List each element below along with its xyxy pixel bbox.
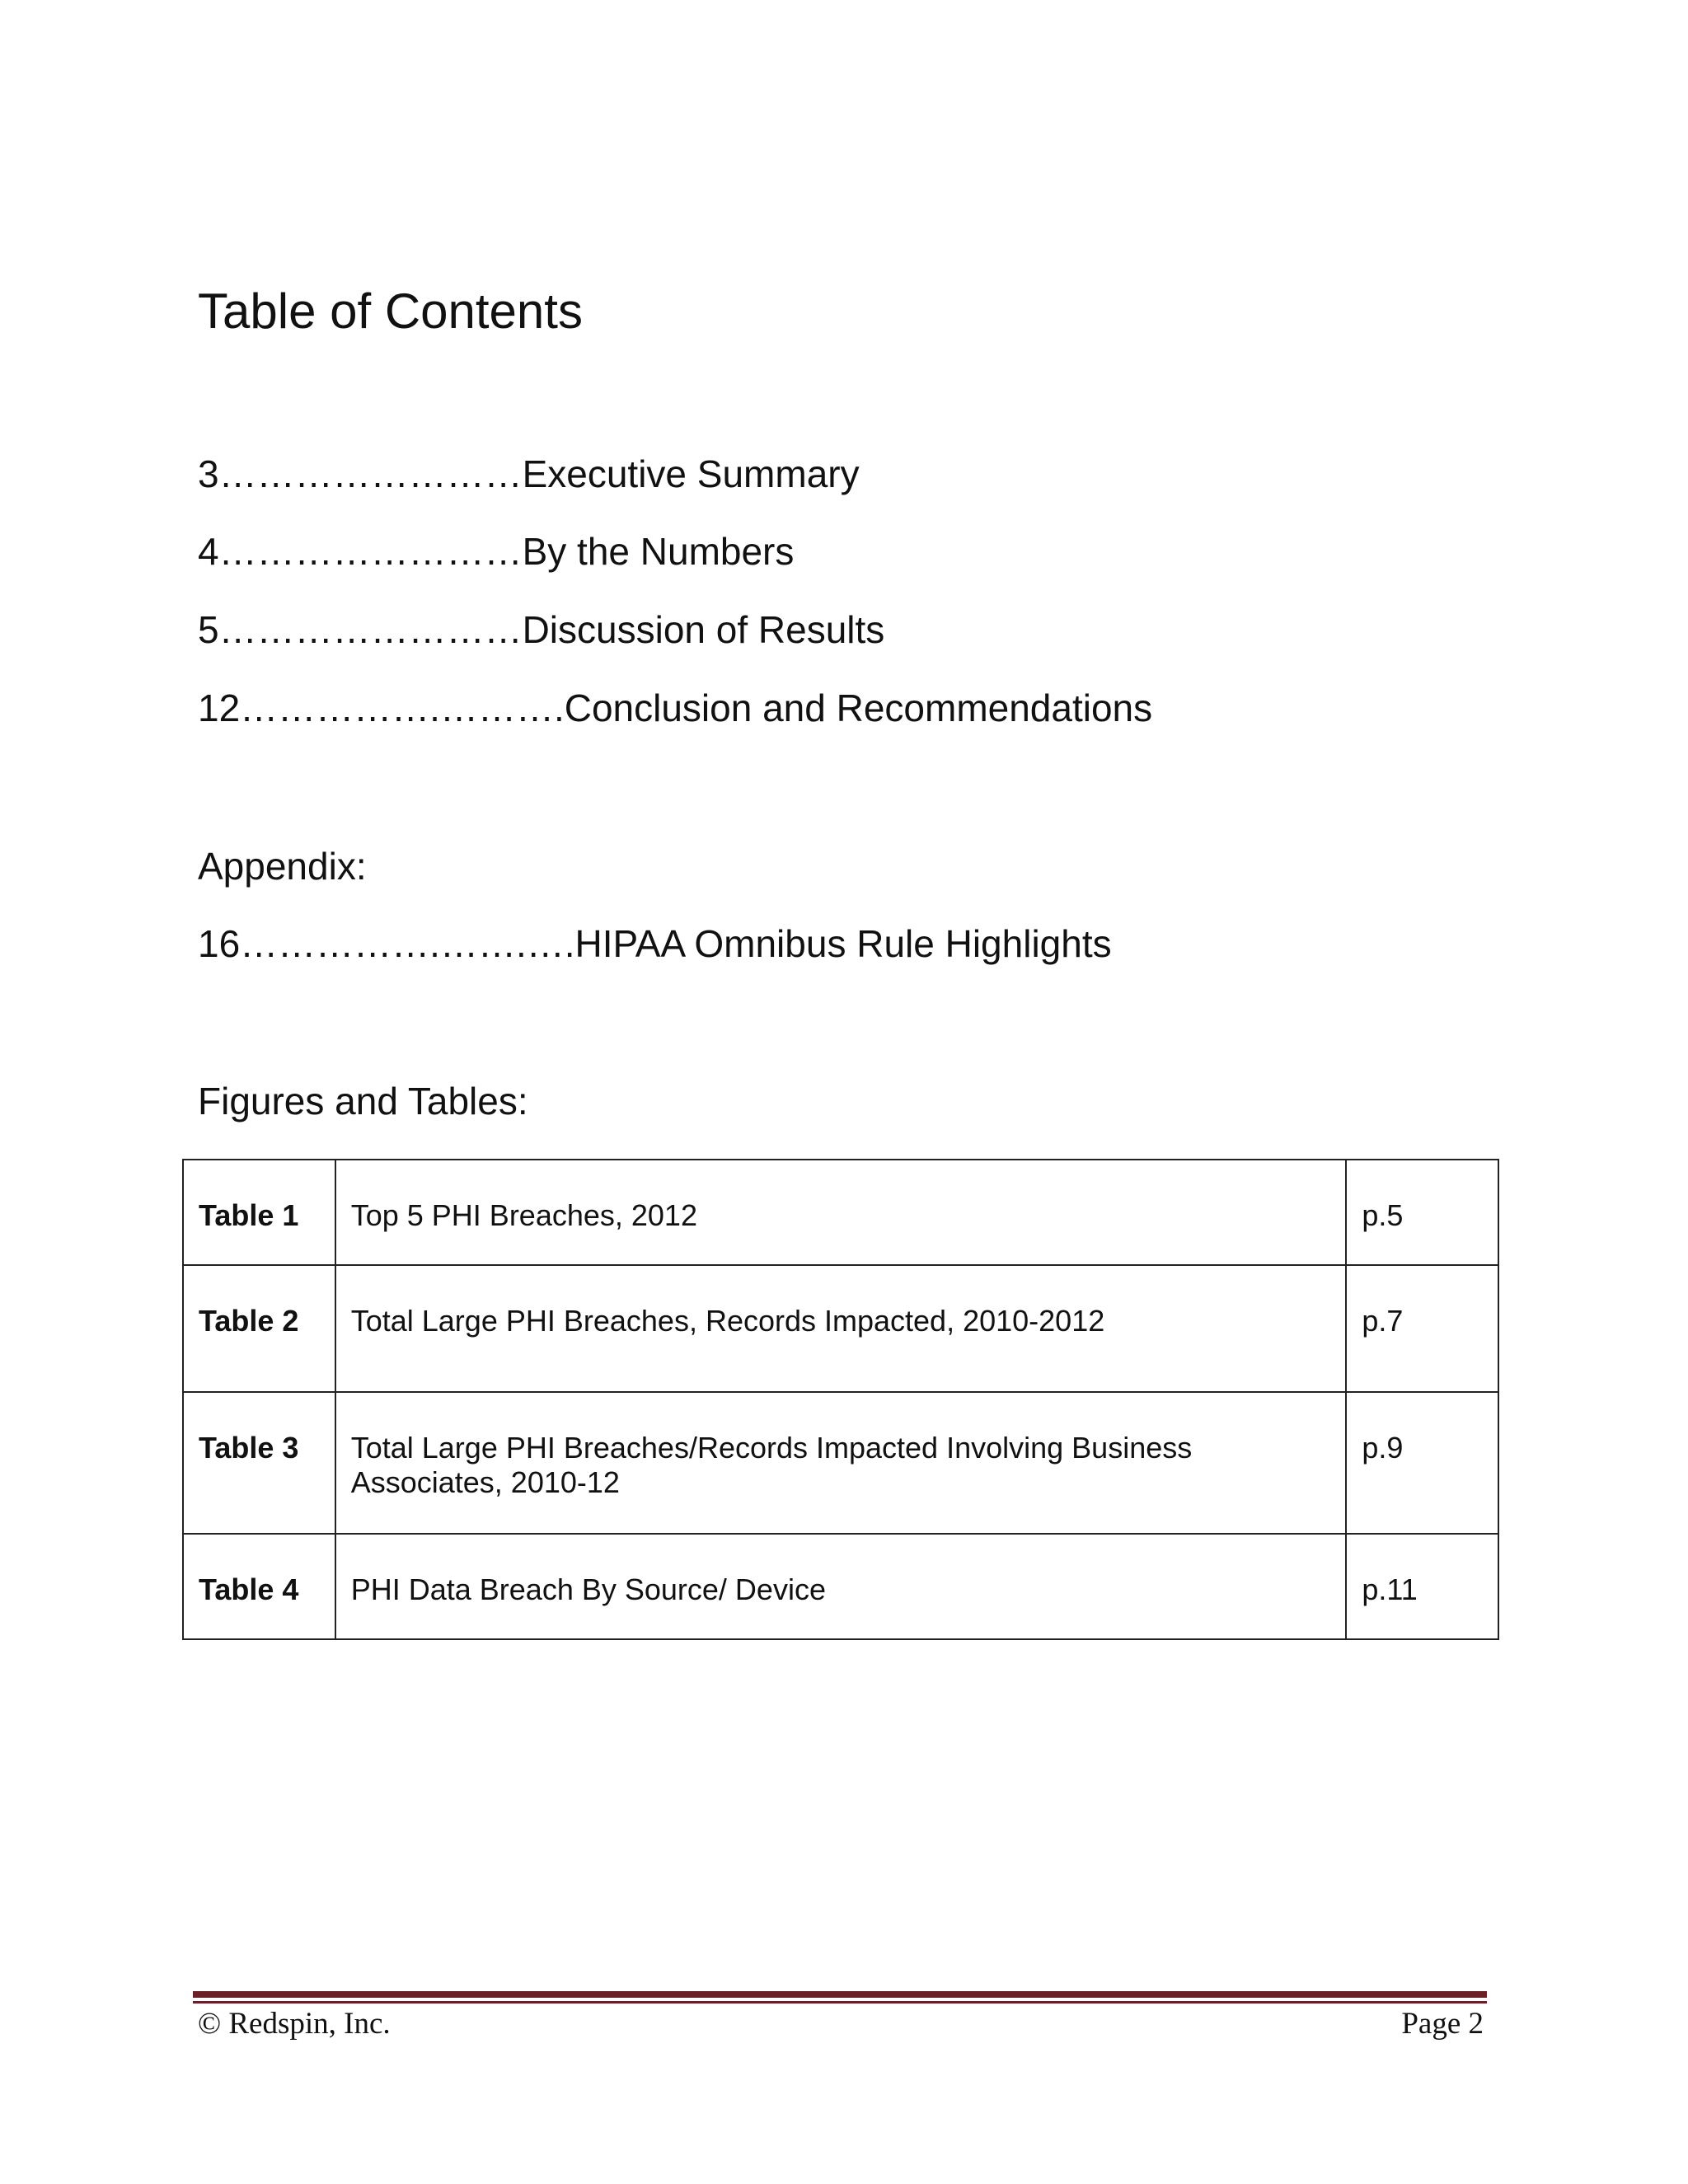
- figures-table: [182, 1159, 1499, 1640]
- toc-entry-hipaa-omnibus: 16…………….…….….HIPAA Omnibus Rule Highlights: [198, 922, 1112, 965]
- figures-heading: Figures and Tables:: [198, 1080, 528, 1122]
- footer-copyright: © Redspin, Inc.: [198, 2007, 391, 2041]
- table-row: [183, 1265, 1498, 1392]
- table-description-cell: Total Large PHI Breaches, Records Impacted, 2010-2012: [335, 1265, 1347, 1392]
- page-title: Table of Contents: [198, 284, 583, 339]
- table-page-cell: p.5: [1346, 1160, 1498, 1265]
- table-description-cell: Top 5 PHI Breaches, 2012: [335, 1160, 1347, 1265]
- table-page-cell: p.7: [1346, 1265, 1498, 1392]
- table-page-cell: p.9: [1346, 1392, 1498, 1534]
- toc-entry-discussion-of-results: 5……………………Discussion of Results: [198, 608, 885, 651]
- toc-entry-conclusion: 12…………….……….Conclusion and Recommendations: [198, 687, 1153, 729]
- footer-divider-thin: [193, 2001, 1487, 2004]
- table-label-cell: Table 3: [183, 1392, 335, 1534]
- toc-entry-by-the-numbers: 4……………………By the Numbers: [198, 530, 795, 573]
- appendix-heading: Appendix:: [198, 845, 367, 888]
- table-label-cell: Table 4: [183, 1534, 335, 1639]
- footer-page-number: Page 2: [1401, 2007, 1484, 2041]
- footer-divider-thick: [193, 1991, 1487, 1998]
- table-page-cell: p.11: [1346, 1534, 1498, 1639]
- table-row: [183, 1392, 1498, 1534]
- table-description-cell: Total Large PHI Breaches/Records Impacted Involving Business Associates, 2010-12: [335, 1392, 1347, 1534]
- table-row: [183, 1534, 1498, 1639]
- toc-entry-executive-summary: 3……………………Executive Summary: [198, 452, 860, 495]
- table-label-cell: Table 1: [183, 1160, 335, 1265]
- table-row: [183, 1160, 1498, 1265]
- table-label-cell: Table 2: [183, 1265, 335, 1392]
- table-description-cell: PHI Data Breach By Source/ Device: [335, 1534, 1347, 1639]
